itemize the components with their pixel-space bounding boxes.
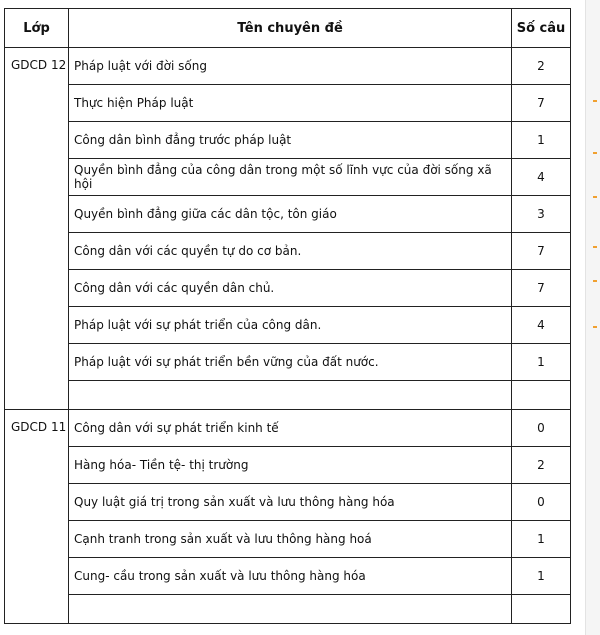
table-row	[5, 48, 571, 85]
topic-cell: Cung- cầu trong sản xuất và lưu thông hàng hóa	[69, 558, 512, 595]
empty-cell	[69, 381, 512, 410]
count-cell: 3	[512, 196, 571, 233]
count-cell: 0	[512, 410, 571, 447]
table-row	[5, 122, 571, 159]
table-row	[5, 307, 571, 344]
decorative-mark	[593, 326, 597, 328]
count-cell: 1	[512, 122, 571, 159]
empty-row	[5, 595, 571, 624]
count-cell: 0	[512, 484, 571, 521]
table-row	[5, 196, 571, 233]
table-row	[5, 270, 571, 307]
count-cell: 7	[512, 233, 571, 270]
header-ten-chuyen-de: Tên chuyên đề	[69, 9, 512, 48]
decorative-mark	[593, 152, 597, 154]
empty-row	[5, 381, 571, 410]
table-row	[5, 410, 571, 447]
topic-cell: Quyền bình đẳng của công dân trong một số lĩnh vực của đời sống xã hội	[69, 159, 512, 196]
topics-table	[4, 8, 571, 624]
table-row	[5, 484, 571, 521]
header-so-cau: Số câu	[512, 9, 571, 48]
count-cell: 2	[512, 48, 571, 85]
table-row	[5, 85, 571, 122]
table-row	[5, 233, 571, 270]
count-cell: 2	[512, 447, 571, 484]
empty-cell	[512, 595, 571, 624]
decorative-mark	[593, 246, 597, 248]
decorative-mark	[593, 280, 597, 282]
table-row	[5, 558, 571, 595]
count-cell: 1	[512, 558, 571, 595]
count-cell: 1	[512, 521, 571, 558]
table-row	[5, 447, 571, 484]
empty-cell	[512, 381, 571, 410]
table-header-row	[5, 9, 571, 48]
empty-cell	[69, 595, 512, 624]
topic-cell: Pháp luật với sự phát triển bền vững của đất nước.	[69, 344, 512, 381]
topic-cell: Công dân bình đẳng trước pháp luật	[69, 122, 512, 159]
topic-cell: Thực hiện Pháp luật	[69, 85, 512, 122]
table-row	[5, 344, 571, 381]
topic-cell: Công dân với các quyền dân chủ.	[69, 270, 512, 307]
topic-cell: Cạnh tranh trong sản xuất và lưu thông hàng hoá	[69, 521, 512, 558]
topic-cell: Hàng hóa- Tiền tệ- thị trường	[69, 447, 512, 484]
count-cell: 1	[512, 344, 571, 381]
class-cell-gdcd11: GDCD 11	[5, 410, 69, 624]
topic-cell: Quy luật giá trị trong sản xuất và lưu thông hàng hóa	[69, 484, 512, 521]
topic-cell: Công dân với sự phát triển kinh tế	[69, 410, 512, 447]
table-row	[5, 159, 571, 196]
count-cell: 7	[512, 270, 571, 307]
right-page-edge	[585, 0, 600, 635]
header-lop: Lớp	[5, 9, 69, 48]
decorative-mark	[593, 100, 597, 102]
count-cell: 4	[512, 307, 571, 344]
count-cell: 7	[512, 85, 571, 122]
count-cell: 4	[512, 159, 571, 196]
topic-cell: Quyền bình đẳng giữa các dân tộc, tôn giáo	[69, 196, 512, 233]
table-row	[5, 521, 571, 558]
topic-cell: Công dân với các quyền tự do cơ bản.	[69, 233, 512, 270]
topic-cell: Pháp luật với sự phát triển của công dân.	[69, 307, 512, 344]
decorative-mark	[593, 196, 597, 198]
topic-cell: Pháp luật với đời sống	[69, 48, 512, 85]
class-cell-gdcd12: GDCD 12	[5, 48, 69, 410]
